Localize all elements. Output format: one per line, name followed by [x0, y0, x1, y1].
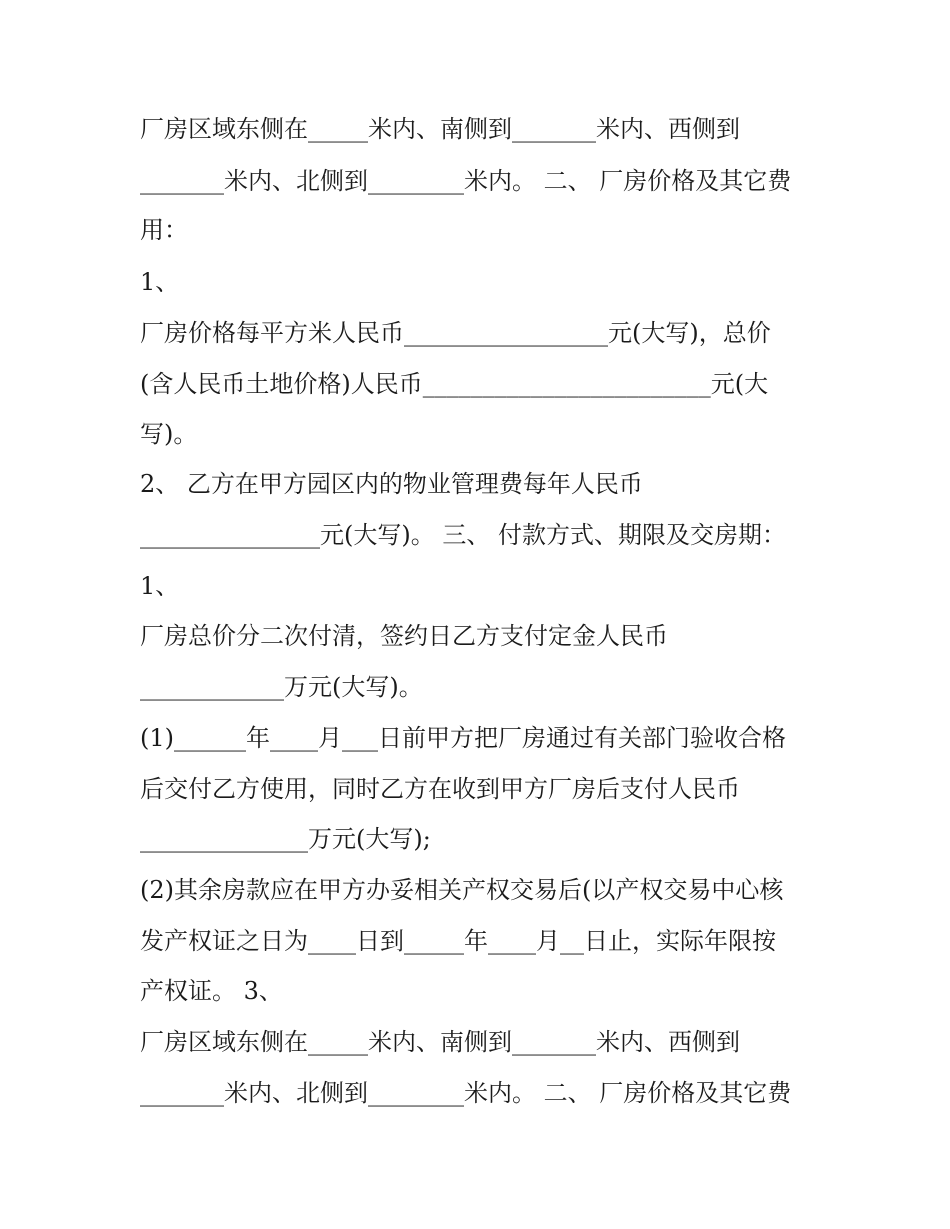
- text-line: 1、: [140, 268, 180, 296]
- text-line: 2、 乙方在甲方园区内的物业管理费每年人民币: [140, 470, 643, 498]
- text-line: 用：: [140, 216, 188, 244]
- text-line: (1)______年____月___日前甲方把厂房通过有关部门验收合格: [140, 724, 786, 752]
- text-line: 厂房区域东侧在_____米内、南侧到_______米内、西侧到: [140, 115, 740, 143]
- text-line: 发产权证之日为____日到_____年____月__日止，实际年限按: [140, 927, 776, 955]
- text-line: (含人民币土地价格)人民币________________________元(大: [140, 370, 769, 398]
- text-line: 厂房价格每平方米人民币_________________元(大写)，总价: [140, 319, 771, 347]
- text-line: 1、: [140, 572, 180, 600]
- text-line: ____________万元(大写)。: [140, 673, 423, 701]
- text-line: _______________元(大写)。 三、 付款方式、期限及交房期：: [140, 521, 786, 549]
- text-line: 厂房区域东侧在_____米内、南侧到_______米内、西侧到: [140, 1028, 740, 1056]
- text-line: 厂房总价分二次付清，签约日乙方支付定金人民币: [140, 622, 668, 650]
- text-line: (2)其余房款应在甲方办妥相关产权交易后(以产权交易中心核: [140, 876, 784, 904]
- text-line: 后交付乙方使用，同时乙方在收到甲方厂房后支付人民币: [140, 775, 740, 803]
- text-line: 产权证。 3、: [140, 977, 283, 1005]
- text-line: _______米内、北侧到________米内。 二、 厂房价格及其它费: [140, 1079, 792, 1107]
- text-line: _______米内、北侧到________米内。 二、 厂房价格及其它费: [140, 167, 792, 195]
- text-line: ______________万元(大写);: [140, 825, 431, 853]
- text-line: 写)。: [140, 420, 198, 448]
